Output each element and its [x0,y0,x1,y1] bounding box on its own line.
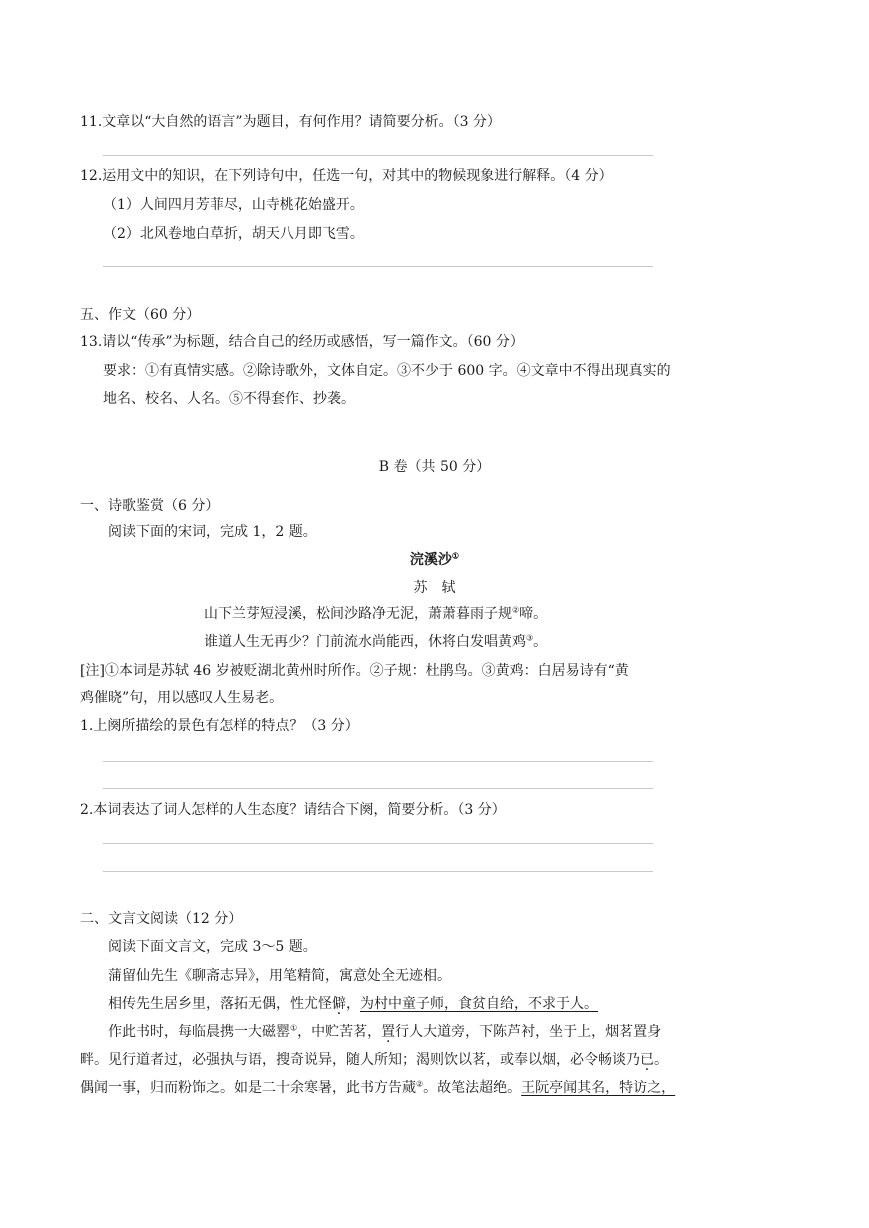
answer-line [103,761,653,762]
part-b-heading: B 卷（共 50 分） [378,459,491,475]
emphasis-dot-char: 僻 [332,996,346,1012]
section-b2-heading: 二、文言文阅读（12 分） [80,911,243,927]
section-b2-intro: 阅读下面文言文，完成 3～5 题。 [108,939,317,955]
answer-line [103,871,653,872]
poem-notes-cont: 鸡催晓”句，用以感叹人生易老。 [80,690,284,706]
classical-text-line-3: 作此书时，每临晨携一大磁罂①，中贮苦茗，置行人大道旁，下陈芦衬，坐于上，烟茗置身 [108,1023,662,1040]
answer-line [103,266,653,267]
poem-line-1: 山下兰芽短浸溪，松间沙路净无泥，萧萧暮雨子规②啼。 [204,605,548,622]
classical-text-line-5: 偶闻一事，归而粉饰之。如是二十余寒暑，此书方告蒇②。故笔法超绝。王阮亭闻其名，特访之， [80,1079,676,1096]
answer-line [103,155,653,156]
section-5-heading: 五、作文（60 分） [80,307,201,323]
underlined-sentence: 王阮亭闻其名，特访之， [521,1080,676,1096]
question-11: 11.文章以“大自然的语言”为题目，有何作用？请简要分析。（3 分） [80,114,501,130]
poem-author: 苏 轼 [413,580,456,596]
question-12-option-1: （1）人间四月芳菲尽，山寺桃花始盛开。 [103,197,364,213]
classical-text-line-2: 相传先生居乡里，落拓无偶，性尤怪僻，为村中童子师，食贫自给，不求于人。 [108,996,598,1012]
footnote-marker: ① [451,550,460,561]
classical-text-line-4: 畔。见行道者过，必强执与语，搜奇说异，随人所知；渴则饮以茗，或奉以烟，必令畅谈乃已。 [80,1052,668,1068]
section-b1-heading: 一、诗歌鉴赏（6 分） [80,498,220,514]
question-2: 2.本词表达了词人怎样的人生态度？请结合下阕，简要分析。（3 分） [80,802,506,818]
poem-line-2: 谁道人生无再少？门前流水尚能西，休将白发唱黄鸡③。 [204,633,548,650]
question-13-requirements-cont: 地名、校名、人名。⑤不得套作、抄袭。 [103,391,355,407]
question-13-requirements: 要求：①有真情实感。②除诗歌外，文体自定。③不少于 600 字。④文章中不得出现真实的 [103,363,671,379]
question-13: 13.请以“传承”为标题，结合自己的经历或感悟，写一篇作文。（60 分） [80,334,524,350]
emphasis-dot-char: 置 [381,1024,396,1040]
underlined-sentence: 为村中童子师，食贫自给，不求于人。 [360,996,598,1012]
answer-line [103,843,653,844]
answer-line [103,788,653,789]
emphasis-dot-char: 已 [640,1052,654,1068]
footnote-marker: ③ [526,633,534,643]
footnote-marker: ② [512,605,520,615]
question-1: 1.上阕所描绘的景色有怎样的特点？（3 分） [80,718,359,734]
classical-text-line-1: 蒲留仙先生《聊斋志异》，用笔精简，寓意处全无迹相。 [108,968,451,984]
footnote-marker: ① [290,1023,298,1033]
poem-notes: [注]①本词是苏轼 46 岁被贬湖北黄州时所作。②子规：杜鹃鸟。③黄鸡：白居易诗有“黄 [80,663,629,679]
poem-title: 浣溪沙① [409,550,460,568]
footnote-marker: ② [416,1079,424,1089]
question-12-option-2: （2）北风卷地白草折，胡天八月即飞雪。 [103,226,364,242]
question-12: 12.运用文中的知识，在下列诗句中，任选一句，对其中的物候现象进行解释。（4 分） [80,168,613,184]
section-b1-intro: 阅读下面的宋词，完成 1，2 题。 [108,524,317,540]
